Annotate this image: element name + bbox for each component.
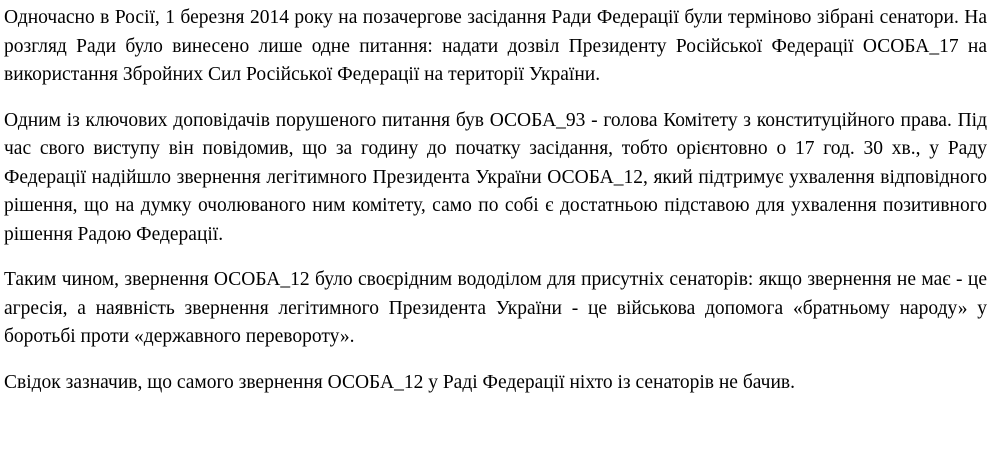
paragraph-committee-chair-report: Одним із ключових доповідачів порушеного питання був ОСОБА_93 - голова Комітету з конституційного права. Під час свого виступу він повідомив, що за годину до початку засідання, тобто орієнтовно о 17 год. 30 хв., у Раду Федерації надійшло звернення легітимного Президента України ОСОБА_12, який підтримує ухвалення відповідного рішення, що на думку очолюваного ним комітету, само по собі є достатньою підставою для ухвалення позитивного рішення Радою Федерації. — [4, 109, 987, 245]
paragraph-federation-council-session: Одночасно в Росії, 1 березня 2014 року на позачергове засідання Ради Федерації були терміново зібрані сенатори. На розгляд Ради було винесено лише одне питання: надати дозвіл Президенту Російської Федерації ОСОБА_17 на використання Збройних Сил Російської Федерації на території України. — [4, 7, 987, 85]
paragraph-appeal-watershed: Таким чином, звернення ОСОБА_12 було своєрідним вододілом для присутніх сенаторів: якщо звернення не має - це агресія, а наявність звернення легітимного Президента України - це військова допомога «братньому народу» у боротьбі проти «державного перевороту». — [4, 269, 987, 347]
paragraph-witness-statement: Свідок зазначив, що самого звернення ОСОБА_12 у Раді Федерації ніхто із сенаторів не бачив. — [4, 371, 795, 393]
